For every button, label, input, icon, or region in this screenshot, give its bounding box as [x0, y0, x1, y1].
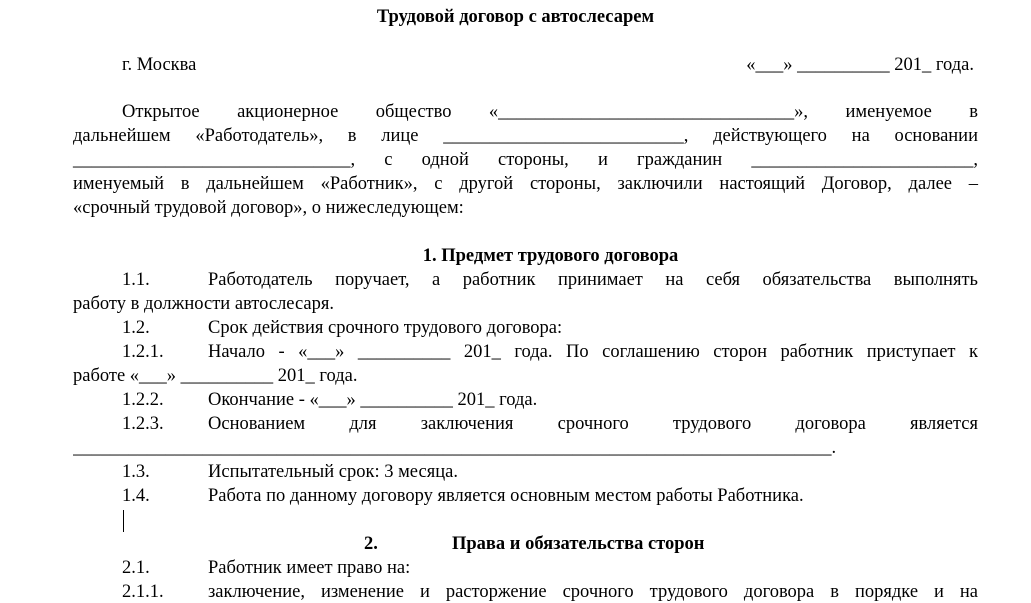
city: г. Москва	[122, 55, 197, 75]
item-number: 1.2.1.	[122, 342, 164, 362]
item-number: 1.2.3.	[122, 414, 164, 434]
item-text: Работодатель поручает, а работник принимает на себя обязательства выполнять	[208, 270, 978, 290]
item-text: Окончание - «___» __________ 201_ года.	[208, 390, 538, 410]
item-number: 2.1.	[122, 558, 150, 578]
section-2-number: 2.	[364, 534, 378, 554]
item-text: заключение, изменение и расторжение срочного трудового договора в порядке и на	[208, 582, 978, 602]
item-number: 1.3.	[122, 462, 150, 482]
item-text: __________________________________________________________________________________.	[73, 438, 837, 458]
item-text: Начало - «___» __________ 201_ года. По соглашению сторон работник приступает к	[208, 342, 978, 362]
preamble-line: именуемый в дальнейшем «Работник», с другой стороны, заключили настоящий Договор, далее –	[73, 174, 978, 194]
item-number: 2.1.1.	[122, 582, 164, 602]
item-number: 1.1.	[122, 270, 150, 290]
section-2-heading: Права и обязательства сторон	[452, 534, 705, 554]
document-title: Трудовой договор с автослесарем	[376, 7, 655, 27]
item-text: Работа по данному договору является основным местом работы Работника.	[208, 486, 804, 506]
text-cursor	[123, 510, 124, 532]
item-text: Срок действия срочного трудового договора:	[208, 318, 563, 338]
contract-date: «___» __________ 201_ года.	[746, 55, 974, 75]
item-number: 1.2.2.	[122, 390, 164, 410]
preamble-line: ______________________________, с одной стороны, и гражданин ________________________,	[73, 150, 978, 170]
preamble-line: «срочный трудовой договор», о нижеследующем:	[73, 198, 464, 218]
preamble-line: Открытое акционерное общество «________________________________», именуемое в	[122, 102, 978, 122]
preamble-line: дальнейшем «Работодатель», в лице __________________________, действующего на основании	[73, 126, 978, 146]
item-text: Работник имеет право на:	[208, 558, 411, 578]
section-1-heading: 1. Предмет трудового договора	[422, 246, 679, 266]
item-text: работе «___» __________ 201_ года.	[73, 366, 358, 386]
item-text: Основанием для заключения срочного трудового договора является	[208, 414, 978, 434]
item-text: Испытательный срок: 3 месяца.	[208, 462, 458, 482]
item-number: 1.2.	[122, 318, 150, 338]
item-text: работу в должности автослесаря.	[73, 294, 335, 314]
item-number: 1.4.	[122, 486, 150, 506]
